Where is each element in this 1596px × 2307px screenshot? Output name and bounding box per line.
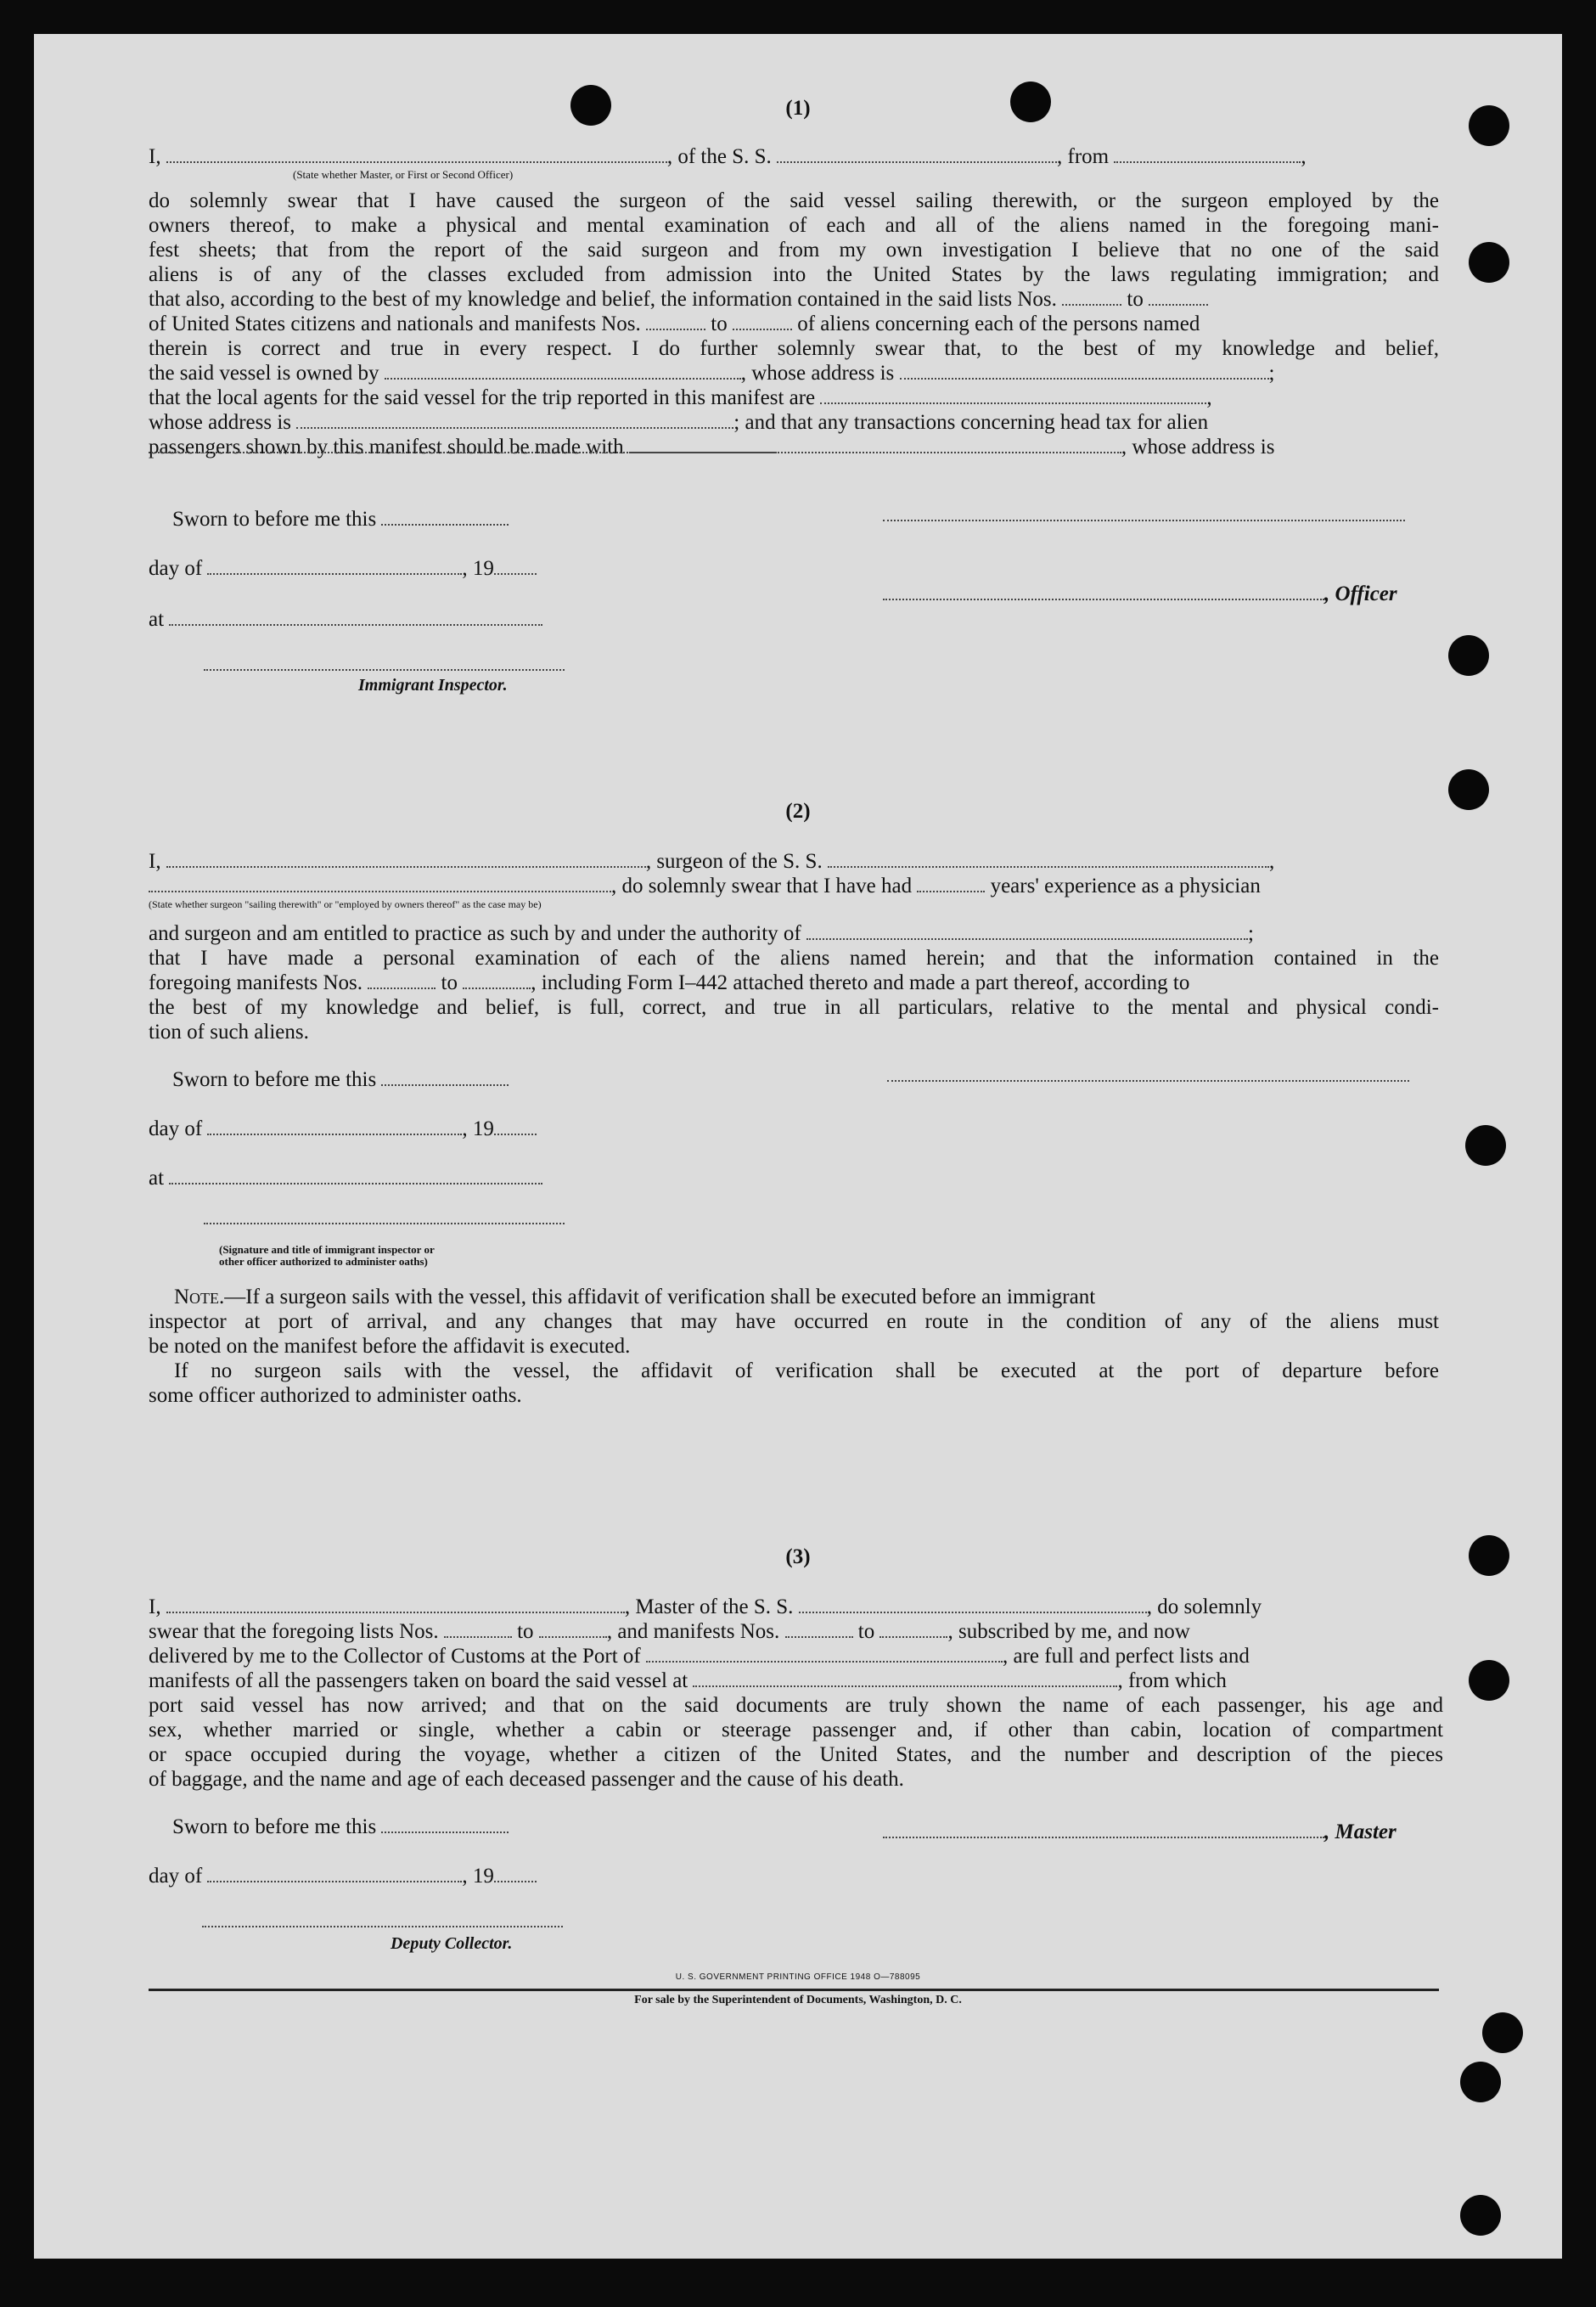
s1-body-line xyxy=(149,435,1439,459)
text: —If a surgeon sails with the vessel, this affidavit of verification shall be executed before an immigrant xyxy=(224,1286,1096,1308)
s1-body-line: aliens is of any of the classes excluded from admission into the United States by the laws regulating immigration; and xyxy=(149,263,1439,286)
punch-hole xyxy=(1482,2012,1523,2053)
master-label: , Master xyxy=(1324,1820,1396,1843)
blank-month[interactable] xyxy=(207,1122,462,1135)
s1-line-1 xyxy=(149,144,1439,169)
blank-sworn-day[interactable] xyxy=(381,1072,509,1086)
text: , xyxy=(1268,850,1275,873)
s1-body-line xyxy=(149,312,1439,336)
s2-line-2 xyxy=(149,874,1439,898)
s1-body-line xyxy=(149,385,1439,410)
blank-sworn-day[interactable] xyxy=(381,512,509,526)
text: to xyxy=(857,1620,875,1643)
text: I, xyxy=(149,850,161,873)
text: , subscribed by me, and now xyxy=(947,1620,1190,1643)
blank-month[interactable] xyxy=(207,1869,462,1882)
text: delivered by me to the Collector of Customs at the Port of xyxy=(149,1645,641,1668)
text: at xyxy=(149,608,165,631)
s3-day-of xyxy=(149,1865,537,1888)
text: passengers shown by this manifest should be made with xyxy=(149,436,624,459)
note-line: inspector at port of arrival, and any changes that may have occurred en route in the condition of any of the aliens must xyxy=(149,1310,1439,1333)
text: to xyxy=(441,971,458,994)
text: of United States citizens and nationals and manifests Nos. xyxy=(149,312,641,335)
s2-day-of xyxy=(149,1117,537,1141)
s2-body-line xyxy=(149,921,1439,946)
s1-at xyxy=(149,608,542,632)
text: , 19 xyxy=(462,557,494,580)
blank-owner[interactable] xyxy=(385,366,741,380)
officer-label: , Officer xyxy=(1324,582,1397,605)
blank-manifest-no[interactable] xyxy=(733,317,792,330)
note-line: some officer authorized to administer oaths. xyxy=(149,1384,522,1407)
blank-list-no[interactable] xyxy=(444,1624,512,1638)
text: ; xyxy=(1248,922,1254,945)
text: , Master of the S. S. xyxy=(624,1595,794,1618)
blank-manifest-no[interactable] xyxy=(368,976,436,989)
s1-body-line xyxy=(149,361,1439,385)
text: , and manifests Nos. xyxy=(606,1620,780,1643)
blank-agent-address[interactable] xyxy=(296,415,733,429)
s1-body-line xyxy=(149,410,1439,435)
blank-port-of-embarkation[interactable] xyxy=(693,1674,1117,1687)
text: , whose address is xyxy=(740,362,895,385)
text: , of the S. S. xyxy=(666,145,772,168)
s1-body-line: fest sheets; that from the report of the said surgeon and from my own investigation I believe that no one of the said xyxy=(149,239,1439,262)
text: Sworn to before me this xyxy=(172,1815,377,1838)
s1-body-line: do solemnly swear that I have caused the surgeon of the said vessel sailing therewith, or the surgeon employed by the xyxy=(149,189,1439,212)
blank-surgeon-name[interactable] xyxy=(166,854,646,868)
s3-line-1 xyxy=(149,1595,1443,1619)
blank-officer-signature[interactable] xyxy=(883,587,1324,600)
s2-body-line: that I have made a personal examination of each of the aliens named herein; and that the information contained in the xyxy=(149,947,1439,970)
s3-body-line: sex, whether married or single, whether a cabin or steerage passenger and, if other than cabin, location of compartment xyxy=(149,1719,1443,1742)
bottom-rule xyxy=(149,1989,1439,1991)
note-line: If no surgeon sails with the vessel, the affidavit of verification shall be executed at the port of departure before xyxy=(174,1359,1439,1382)
blank-vessel[interactable] xyxy=(799,1600,1147,1613)
s1-inspector-signature[interactable] xyxy=(204,669,565,671)
printing-office-line: U. S. GOVERNMENT PRINTING OFFICE 1948 O—788095 xyxy=(675,1972,921,1982)
s3-body-line xyxy=(149,1668,1443,1693)
text: , xyxy=(1301,145,1307,168)
text: years' experience as a physician xyxy=(990,875,1261,897)
note-line xyxy=(174,1285,1439,1309)
s3-body-line: port said vessel has now arrived; and that on the said documents are truly shown the name of each passenger, his age and xyxy=(149,1694,1443,1717)
text: the said vessel is owned by xyxy=(149,362,379,385)
text: , from which xyxy=(1117,1669,1227,1692)
blank-list-no[interactable] xyxy=(1149,292,1208,306)
text: at xyxy=(149,1167,165,1190)
blank-year[interactable] xyxy=(494,1122,537,1135)
note-label: Note. xyxy=(174,1286,225,1308)
s2-body-line: the best of my knowledge and belief, is full, correct, and true in all particulars, relative to the mental and physical condi- xyxy=(149,996,1439,1019)
text: I, xyxy=(149,1595,161,1618)
blank-manifest-no[interactable] xyxy=(463,976,531,989)
text: to xyxy=(517,1620,534,1643)
blank-manifest-no[interactable] xyxy=(785,1624,853,1638)
punch-hole xyxy=(1460,2062,1501,2102)
blank-master-signature[interactable] xyxy=(883,1825,1324,1838)
punch-hole xyxy=(1465,1125,1506,1166)
s3-master-line xyxy=(883,1820,1396,1844)
text: , including Form I–442 attached thereto and made a part thereof, according to xyxy=(531,971,1190,994)
s1-signature-line[interactable] xyxy=(883,520,1405,521)
manifest-verification-form xyxy=(34,34,1562,2259)
blank-list-no[interactable] xyxy=(539,1624,607,1638)
blank-month[interactable] xyxy=(207,561,462,575)
blank-year[interactable] xyxy=(494,1869,537,1882)
punch-hole xyxy=(1469,242,1509,283)
text: ; and that any transactions concerning head tax for alien xyxy=(733,411,1209,434)
s2-at xyxy=(149,1167,542,1190)
text: and surgeon and am entitled to practice as such by and under the authority of xyxy=(149,922,801,945)
text: to xyxy=(711,312,728,335)
s2-body-line xyxy=(149,971,1439,995)
blank-head-tax-address[interactable] xyxy=(149,452,777,453)
note-line: be noted on the manifest before the affidavit is executed. xyxy=(149,1335,631,1358)
blank-from[interactable] xyxy=(1114,149,1301,163)
blank-place[interactable] xyxy=(169,1171,542,1184)
blank-year[interactable] xyxy=(494,561,537,575)
s2-line-1 xyxy=(149,849,1439,874)
s3-body-line: or space occupied during the voyage, whether a citizen of the United States, and the number and description of the pieces xyxy=(149,1743,1443,1766)
blank-years[interactable] xyxy=(917,879,985,892)
text: day of xyxy=(149,1865,203,1888)
text: , 19 xyxy=(462,1117,494,1140)
text: Sworn to before me this xyxy=(172,508,377,531)
punch-hole xyxy=(1460,2195,1501,2236)
text: , whose address is xyxy=(1121,436,1275,459)
text: that also, according to the best of my knowledge and belief, the information contained in the said lists Nos. xyxy=(149,288,1057,311)
s1-officer-line xyxy=(883,582,1397,606)
blank-authority[interactable] xyxy=(806,926,1248,940)
blank-place[interactable] xyxy=(169,612,542,626)
s2-surgeon-note: (State whether surgeon "sailing therewith" or "employed by owners thereof" as the case may be) xyxy=(149,898,542,910)
text: of aliens concerning each of the persons named xyxy=(797,312,1200,335)
text: day of xyxy=(149,1117,203,1140)
text: swear that the foregoing lists Nos. xyxy=(149,1620,439,1643)
s1-day-of xyxy=(149,557,537,581)
blank-local-agents[interactable] xyxy=(820,391,1206,404)
text: , do solemnly swear that I have had xyxy=(611,875,913,897)
s2-signature-line[interactable] xyxy=(887,1080,1409,1082)
blank-master-name[interactable] xyxy=(166,1600,625,1613)
text: , from xyxy=(1057,145,1110,168)
text: foregoing manifests Nos. xyxy=(149,971,363,994)
blank-officer[interactable] xyxy=(166,149,667,163)
text: I, xyxy=(149,145,161,168)
text: , are full and perfect lists and xyxy=(1003,1645,1250,1668)
text: , xyxy=(1206,386,1212,409)
punch-hole xyxy=(1448,635,1489,676)
s1-body-line xyxy=(149,287,1439,312)
s2-body-line: tion of such aliens. xyxy=(149,1021,309,1044)
blank-owner-address[interactable] xyxy=(900,366,1269,380)
s1-inspector-caption: Immigrant Inspector. xyxy=(358,676,508,695)
s1-sworn xyxy=(172,508,509,532)
section-2-number: (2) xyxy=(785,800,811,823)
text: Sworn to before me this xyxy=(172,1068,377,1091)
blank-sworn-day[interactable] xyxy=(381,1820,509,1833)
blank-vessel[interactable] xyxy=(828,854,1269,868)
text: , 19 xyxy=(462,1865,494,1888)
s3-collector-caption: Deputy Collector. xyxy=(391,1934,513,1953)
text: manifests of all the passengers taken on board the said vessel at xyxy=(149,1669,688,1692)
s2-inspector-signature[interactable] xyxy=(204,1223,565,1224)
s1-body-line: owners thereof, to make a physical and mental examination of each and all of the aliens named in the foregoing mani- xyxy=(149,214,1439,237)
s1-body-line: therein is correct and true in every respect. I do further solemnly swear that, to the best of my knowledge and belief, xyxy=(149,337,1439,360)
text: ; xyxy=(1268,362,1275,385)
text: , surgeon of the S. S. xyxy=(645,850,823,873)
s3-body-line: of baggage, and the name and age of each deceased passenger and the cause of his death. xyxy=(149,1768,904,1791)
blank-vessel[interactable] xyxy=(777,149,1057,163)
for-sale-line: For sale by the Superintendent of Documents, Washington, D. C. xyxy=(634,1994,962,2006)
s3-sworn xyxy=(172,1815,509,1839)
s1-officer-note: (State whether Master, or First or Second Officer) xyxy=(293,168,514,181)
s3-body-line xyxy=(149,1619,1443,1644)
blank-manifest-no[interactable] xyxy=(646,317,705,330)
text: whose address is xyxy=(149,411,292,434)
text: to xyxy=(1127,288,1144,311)
s2-sig-note-1: (Signature and title of immigrant inspector or xyxy=(219,1243,435,1256)
blank-surgeon-status[interactable] xyxy=(149,879,611,892)
text: day of xyxy=(149,557,203,580)
s2-sworn xyxy=(172,1068,509,1092)
section-3-number: (3) xyxy=(785,1545,811,1568)
s2-sig-note-2: other officer authorized to administer oaths) xyxy=(219,1255,428,1268)
section-1-number: (1) xyxy=(785,97,811,120)
s3-collector-signature[interactable] xyxy=(202,1926,563,1927)
punch-hole xyxy=(1469,1660,1509,1701)
blank-port[interactable] xyxy=(646,1649,1003,1663)
text: that the local agents for the said vessel for the trip reported in this manifest are xyxy=(149,386,816,409)
text: , do solemnly xyxy=(1146,1595,1262,1618)
s3-body-line xyxy=(149,1644,1443,1668)
blank-manifest-no[interactable] xyxy=(879,1624,947,1638)
blank-list-no[interactable] xyxy=(1062,292,1121,306)
